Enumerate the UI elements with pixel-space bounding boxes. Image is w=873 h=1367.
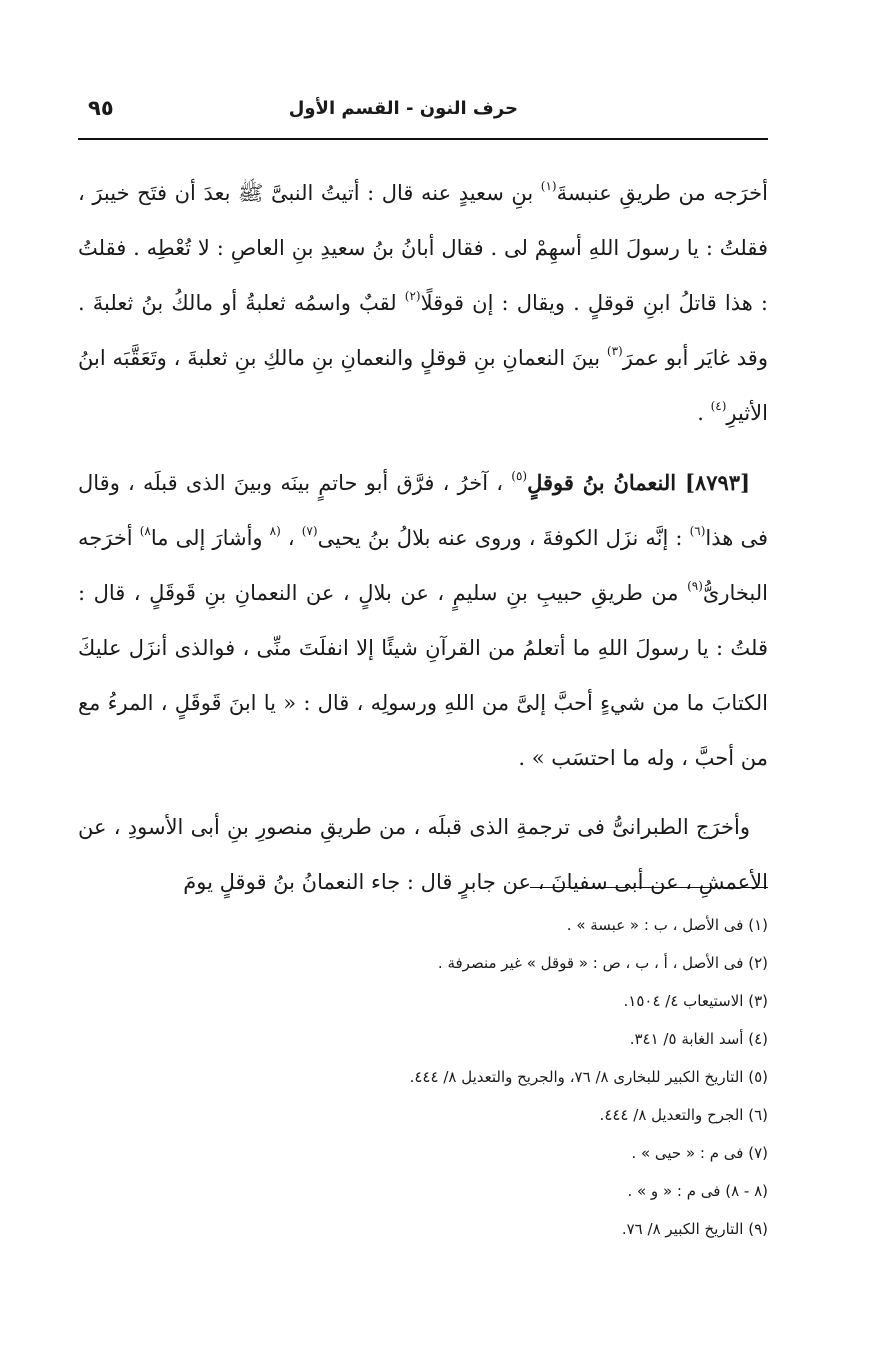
footnote-2: (٢) فى الأصل ، أ ، ب ، ص : « قوقل » غير منصرفة . — [437, 954, 768, 972]
paragraph-3 — [78, 800, 768, 910]
header-rule — [78, 138, 768, 140]
text-run: ، آخرُ ، فرَّق أبو حاتمٍ بينَه وبينَ الذى قبلَه ، وقال فى هذا — [78, 471, 768, 550]
page-header — [78, 92, 768, 132]
footnote-5: (٥) التاريخ الكبير للبخارى ٨/ ٧٦، والجريح والتعديل ٨/ ٤٤٤. — [409, 1068, 768, 1086]
text-run: بينَ النعمانِ بنِ قوقلٍ والنعمانِ بنِ مالكِ بنِ ثعلبةَ ، وتَعَقَّبَه ابنُ الأثيرِ — [78, 346, 768, 425]
text-run: وأخرَج الطبرانىُّ فى ترجمةِ الذى قبلَه ، من طريقِ منصورِ بنِ أبى الأسودِ ، عن الأعمشِ ، عن أبى سفيانَ ، عن جابرٍ قال : جاء النعمانُ بنُ قوقلٍ يومَ — [78, 815, 768, 894]
text-run: بنِ سعيدٍ عنه قال : أتيتُ النبىَّ ﷺ بعدَ أن فتَح خيبرَ ، فقلتُ : يا رسولَ اللهِ أسهِمْ لى . فقال أبانُ بنُ سعيدِ بنِ العاصِ : لا تُعْطِه . فقلتُ : هذا قاتلُ ابنِ قوقلٍ . ويقال : إن قوقلًا — [78, 181, 768, 315]
footnote-marker: ٨) — [139, 524, 151, 538]
entry-heading: [٨٧٩٣] النعمانُ بنُ قوقلٍ — [527, 470, 750, 495]
text-run: أخرَجه من طريقِ عنبسةَ — [556, 181, 768, 205]
footnote-marker: (٨ — [269, 524, 281, 538]
footnote-1: (١) فى الأصل ، ب : « عبسة » . — [566, 916, 768, 934]
footnote-4: (٤) أسد الغابة ٥/ ٣٤١. — [629, 1030, 768, 1048]
text-run: أخرَجه البخارىُّ — [78, 526, 768, 605]
footnote-marker: (٥) — [511, 469, 528, 483]
footnote-marker: (٣) — [606, 344, 623, 358]
text-run: ، — [280, 526, 302, 550]
text-run: وأشارَ إلى ما — [150, 526, 270, 550]
footnotes — [120, 910, 768, 1252]
footnote-7: (٧) فى م : « حيى » . — [631, 1144, 768, 1162]
text-run: . — [697, 401, 711, 425]
footnote-9: (٩) التاريخ الكبير ٨/ ٧٦. — [621, 1220, 768, 1238]
footnote-rule — [530, 887, 768, 888]
footnote-8: (٨ - ٨) فى م : « و » . — [627, 1182, 768, 1200]
footnote-marker: (٤) — [710, 399, 727, 413]
footnote-marker: (٦) — [689, 524, 706, 538]
footnote-marker: (٧) — [301, 524, 318, 538]
paragraph-1 — [78, 166, 768, 441]
footnote-marker: (٩) — [687, 579, 703, 593]
text-run: : إنَّه نزَل الكوفةَ ، وروى عنه بلالُ بنُ يحيى — [317, 526, 690, 550]
text-run: لقبٌ واسمُه ثعلبةُ أو مالكُ بنُ ثعلبةَ . وقد غايَر أبو عمرَ — [78, 291, 768, 370]
running-title: حرف النون - القسم الأول — [288, 98, 518, 119]
paragraph-2 — [78, 455, 768, 786]
footnote-3: (٣) الاستيعاب ٤/ ١٥٠٤. — [623, 992, 768, 1010]
main-text — [78, 166, 768, 910]
page-number: ٩٥ — [88, 96, 114, 120]
footnote-6: (٦) الجرح والتعديل ٨/ ٤٤٤. — [599, 1106, 768, 1124]
footnote-marker: (٢) — [404, 289, 421, 303]
footnote-marker: (١) — [540, 179, 557, 193]
text-run: من طريقِ حبيبِ بنِ سليمٍ ، عن بلالٍ ، عن النعمانِ بنِ قَوقَلٍ ، قال : قلتُ : يا رسولَ اللهِ ما أتعلمُ من القرآنِ شيئًا إلا انفلَتَ منِّى ، فوالذى أنزَل عليكَ الكتابَ ما من شيءٍ أحبَّ إلىَّ من اللهِ ورسولِه ، قال : « يا ابنَ قَوقَلٍ ، المرءُ مع من أحبَّ ، وله ما احتسَب » . — [78, 581, 768, 770]
